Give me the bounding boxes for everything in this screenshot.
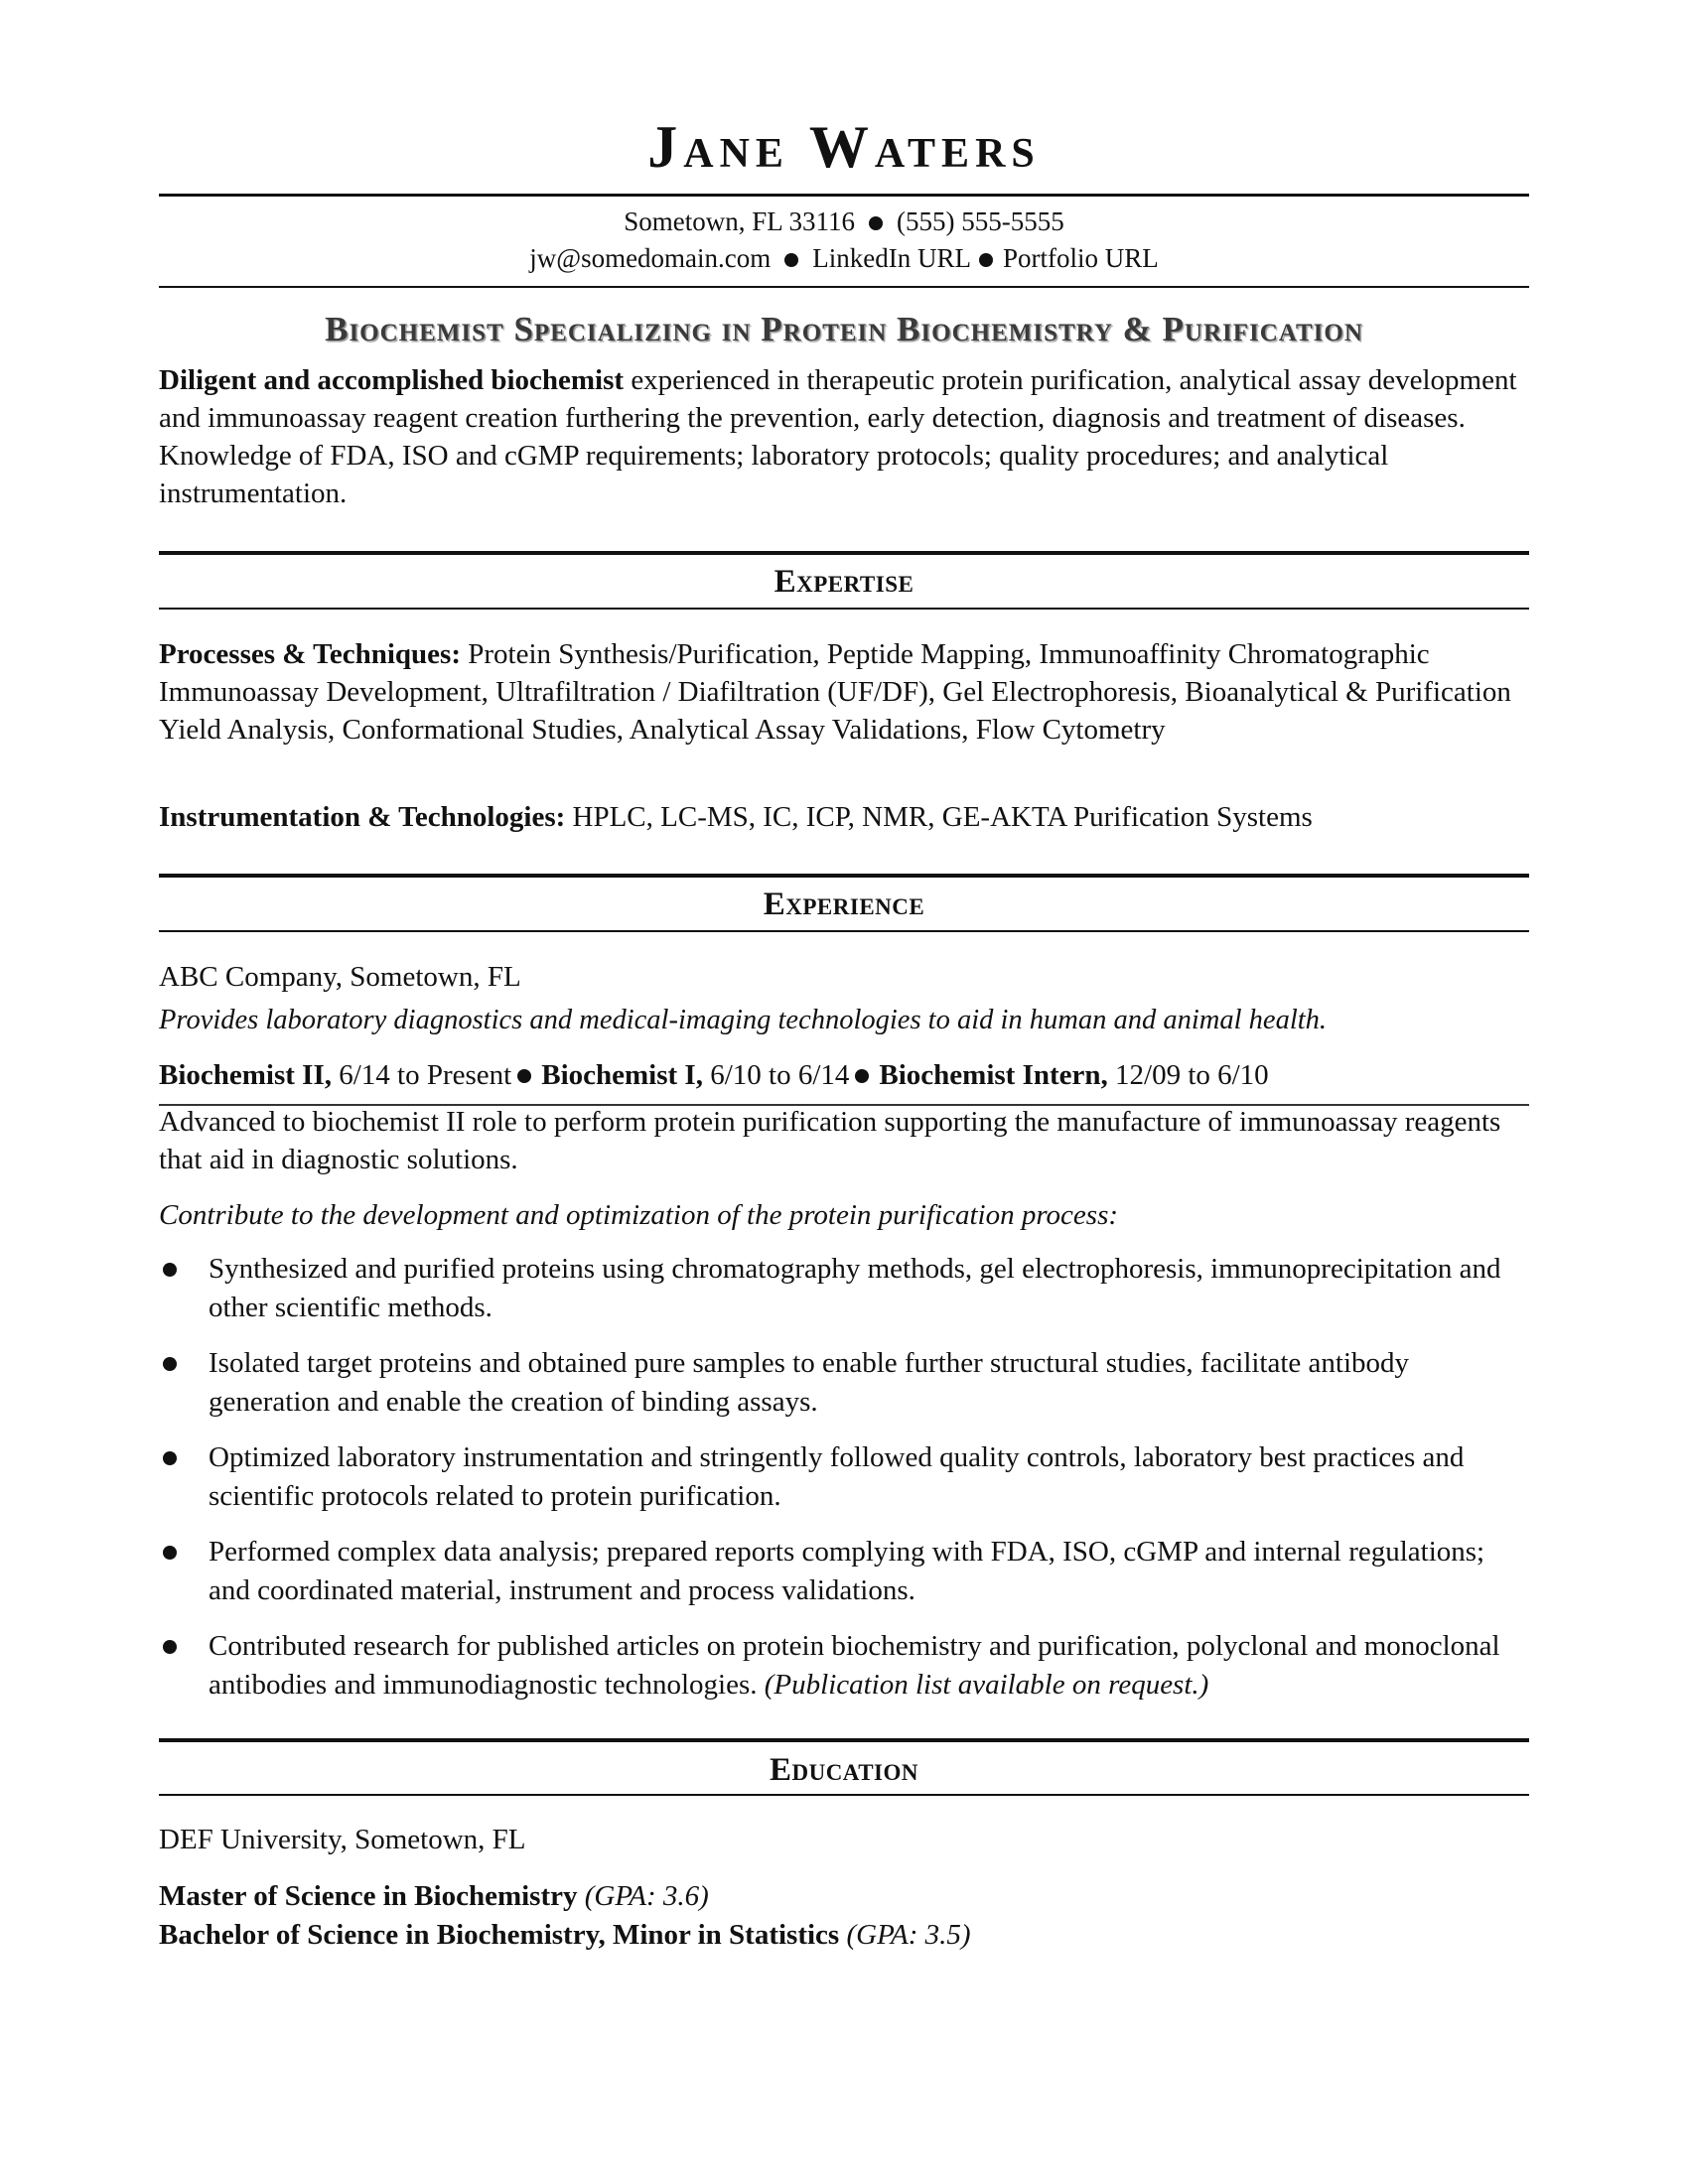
- summary-paragraph: [159, 361, 1529, 512]
- section-rule-thin: [159, 1794, 1529, 1796]
- bullet-separator-icon: [517, 1069, 531, 1083]
- list-item: Isolated target proteins and obtained pure samples to enable further structural studies, facilitate antibody generation and enable the creation of binding assays.: [159, 1344, 1529, 1422]
- header-rule-top: [159, 194, 1529, 197]
- company-description: Provides laboratory diagnostics and medical-imaging technologies to aid in human and animal health.: [159, 1005, 1328, 1035]
- bullet-icon: [163, 1640, 177, 1654]
- role-dates: 6/10 to 6/14: [702, 1059, 850, 1091]
- portfolio-link[interactable]: Portfolio URL: [1003, 243, 1159, 273]
- contact-line-2: [159, 243, 1529, 273]
- header-rule-bottom: [159, 286, 1529, 288]
- list-item: Contributed research for published articles on protein biochemistry and purification, polyclonal and monoclonal antibodies and immunodiagnostic technologies. (Publication list available on request.): [159, 1627, 1529, 1705]
- bullet-icon: [163, 1451, 177, 1465]
- section-title-experience: Experience: [763, 887, 925, 922]
- bullet-separator-icon: [855, 1069, 869, 1083]
- school-name: DEF University, Sometown, FL: [159, 1824, 526, 1855]
- instruments-text: HPLC, LC-MS, IC, ICP, NMR, GE-AKTA Purification Systems: [565, 801, 1313, 833]
- role-title: Biochemist I,: [541, 1059, 703, 1091]
- bullet-separator-icon: [979, 253, 993, 267]
- address: Sometown, FL 33116: [624, 206, 856, 236]
- job-titles-line: [159, 1058, 1529, 1092]
- professional-headline: Biochemist Specializing in Protein Biochemistry & Purification: [325, 310, 1363, 348]
- bullet-separator-icon: [784, 253, 798, 267]
- role-summary: Advanced to biochemist II role to perform protein purification supporting the manufacture of immunoassay reagents that aid in diagnostic solutions.: [159, 1106, 1501, 1175]
- bullet-icon: [163, 1263, 177, 1277]
- processes-text: Protein Synthesis/Purification, Peptide Mapping, Immunoaffinity Chromatographic Immunoassay Development, Ultrafiltration / Diafiltration (UF/DF), Gel Electrophoresis, Bioanalytical & Purification Yield Analysis, Conformational Studies, Analytical Assay Validations, Flow Cytometry: [159, 638, 1511, 746]
- email-link[interactable]: jw@somedomain.com: [529, 243, 772, 273]
- section-rule-thick: [159, 551, 1529, 555]
- degree-masters: [159, 1877, 1529, 1915]
- section-rule-thick: [159, 874, 1529, 878]
- company-name: ABC Company, Sometown, FL: [159, 961, 521, 993]
- list-item: Synthesized and purified proteins using chromatography methods, gel electrophoresis, immunoprecipitation and other scientific methods.: [159, 1250, 1529, 1327]
- candidate-name: Jane Waters: [647, 114, 1041, 180]
- contact-line-1: [159, 206, 1529, 236]
- section-title-expertise: Expertise: [774, 564, 914, 600]
- contribution-intro: Contribute to the development and optimization of the protein purification process:: [159, 1199, 1119, 1231]
- processes-label: Processes & Techniques:: [159, 638, 461, 670]
- summary-lead: Diligent and accomplished biochemist: [159, 364, 625, 396]
- role-dates: 6/14 to Present: [332, 1059, 512, 1091]
- processes-techniques: [159, 635, 1529, 749]
- degree-bachelors: [159, 1916, 1529, 1954]
- gpa: (GPA: 3.6): [577, 1880, 709, 1912]
- summary-text: experienced in therapeutic protein purification, analytical assay development and immunoassay reagent creation furthering the prevention, early detection, diagnosis and treatment of diseases. Knowledge of FDA, ISO and cGMP requirements; laboratory protocols; quality procedures; and analytical instrumentation.: [159, 364, 1517, 509]
- role-title: Biochemist II,: [159, 1059, 332, 1091]
- gpa: (GPA: 3.5): [839, 1919, 971, 1951]
- linkedin-link[interactable]: LinkedIn URL: [812, 243, 972, 273]
- section-rule-thick: [159, 1738, 1529, 1742]
- section-title-education: Education: [769, 1752, 919, 1788]
- section-rule-thin: [159, 608, 1529, 610]
- role-title: Biochemist Intern,: [879, 1059, 1108, 1091]
- degree-title: Master of Science in Biochemistry: [159, 1880, 578, 1912]
- bullet-separator-icon: [869, 216, 883, 230]
- bullet-icon: [163, 1357, 177, 1371]
- achievement-list: [159, 1250, 1529, 1721]
- degree-title: Bachelor of Science in Biochemistry, Minor in Statistics: [159, 1919, 840, 1951]
- bullet-icon: [163, 1546, 177, 1560]
- section-rule-thin: [159, 930, 1529, 932]
- instruments-label: Instrumentation & Technologies:: [159, 801, 566, 833]
- instrumentation-technologies: [159, 798, 1529, 836]
- role-dates: 12/09 to 6/10: [1107, 1059, 1269, 1091]
- phone: (555) 555-5555: [897, 206, 1064, 236]
- list-item: Performed complex data analysis; prepared reports complying with FDA, ISO, cGMP and internal regulations; and coordinated material, instrument and process validations.: [159, 1533, 1529, 1610]
- publication-note: (Publication list available on request.): [764, 1669, 1209, 1701]
- list-item: Optimized laboratory instrumentation and stringently followed quality controls, laboratory best practices and scientific protocols related to protein purification.: [159, 1438, 1529, 1516]
